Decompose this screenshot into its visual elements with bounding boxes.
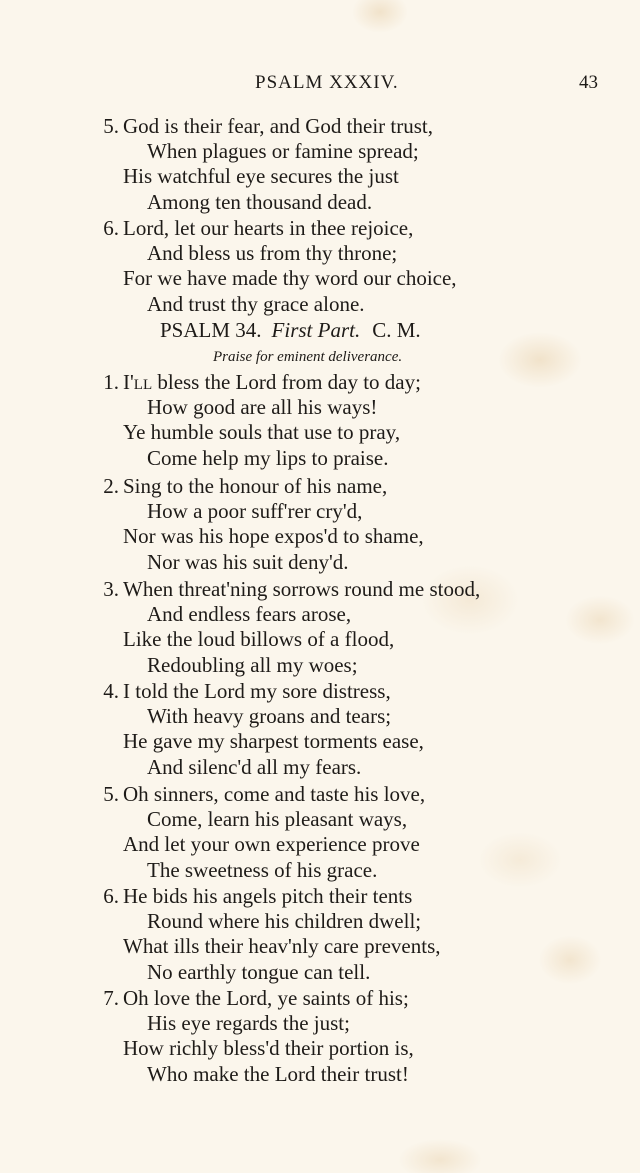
verse-number: 6. (103, 884, 119, 908)
verse-line: 1. I'll bless the Lord from day to day; (0, 370, 640, 395)
verse-7 (0, 986, 640, 1087)
verse-2 (0, 474, 640, 575)
verse-line: 5. God is their fear, and God their trust, (0, 114, 640, 139)
verse-3 (0, 577, 640, 678)
verse-line: His eye regards the just; (147, 1011, 350, 1036)
page-number: 43 (579, 72, 598, 93)
verse-line: 4. I told the Lord my sore distress, (0, 679, 640, 704)
verse-line: Redoubling all my woes; (147, 652, 358, 677)
verse-line: Round where his children dwell; (147, 909, 422, 934)
verse-6 (0, 884, 640, 985)
verse-line: Come, learn his pleasant ways, (147, 807, 408, 832)
verse-line: For we have made thy word our choice, (123, 266, 457, 291)
verse-line: 6. He bids his angels pitch their tents (0, 884, 640, 909)
verse-prev-6 (0, 216, 640, 317)
page-header (0, 72, 640, 98)
verse-number: 7. (103, 986, 119, 1010)
verse-number: 1. (103, 370, 119, 394)
verse-line: Ye humble souls that use to pray, (123, 420, 401, 445)
verse-line: The sweetness of his grace. (147, 857, 378, 882)
verse-line: 5. Oh sinners, come and taste his love, (0, 782, 640, 807)
verse-number: 6. (103, 216, 119, 240)
verse-4 (0, 679, 640, 780)
verse-line: And silenc'd all my fears. (147, 754, 362, 779)
psalm-meter: C. M. (372, 318, 421, 342)
verse-line: He gave my sharpest torments ease, (123, 729, 424, 754)
verse-number: 5. (103, 782, 119, 806)
running-head: PSALM XXXIV. (255, 72, 399, 93)
verse-line: Come help my lips to praise. (147, 445, 389, 470)
verse-lead-word: I'll (123, 370, 153, 394)
verse-line: What ills their heav'nly care prevents, (123, 934, 441, 959)
verse-prev-5 (0, 114, 640, 215)
verse-line: 2. Sing to the honour of his name, (0, 474, 640, 499)
verse-line: 3. When threat'ning sorrows round me stood, (0, 577, 640, 602)
verse-line: And let your own experience prove (123, 832, 420, 857)
verse-line: No earthly tongue can tell. (147, 959, 371, 984)
verse-5 (0, 782, 640, 883)
psalm-subtitle: Praise for eminent deliverance. (213, 349, 403, 365)
verse-line: Nor was his hope expos'd to shame, (123, 524, 424, 549)
verse-1 (0, 370, 640, 471)
verse-number: 3. (103, 577, 119, 601)
verse-line: 6. Lord, let our hearts in thee rejoice, (0, 216, 640, 241)
verse-line: Who make the Lord their trust! (147, 1061, 409, 1086)
psalm-part: First Part. (271, 318, 361, 342)
verse-line: Like the loud billows of a flood, (123, 627, 395, 652)
verse-line: When plagues or famine spread; (147, 139, 419, 164)
verse-line: Among ten thousand dead. (147, 189, 373, 214)
verse-line: How richly bless'd their portion is, (123, 1036, 414, 1061)
psalm-title (160, 318, 421, 343)
verse-line: With heavy groans and tears; (147, 704, 392, 729)
verse-line: How a poor suff'rer cry'd, (147, 499, 363, 524)
verse-number: 4. (103, 679, 119, 703)
verse-line: And trust thy grace alone. (147, 291, 365, 316)
verse-line: 7. Oh love the Lord, ye saints of his; (0, 986, 640, 1011)
verse-number: 5. (103, 114, 119, 138)
verse-line: His watchful eye secures the just (123, 164, 399, 189)
verse-line: How good are all his ways! (147, 395, 378, 420)
verse-number: 2. (103, 474, 119, 498)
verse-line: Nor was his suit deny'd. (147, 549, 349, 574)
verse-line: And bless us from thy throne; (147, 241, 398, 266)
verse-line: And endless fears arose, (147, 602, 352, 627)
psalm-number: PSALM 34. (160, 318, 262, 342)
